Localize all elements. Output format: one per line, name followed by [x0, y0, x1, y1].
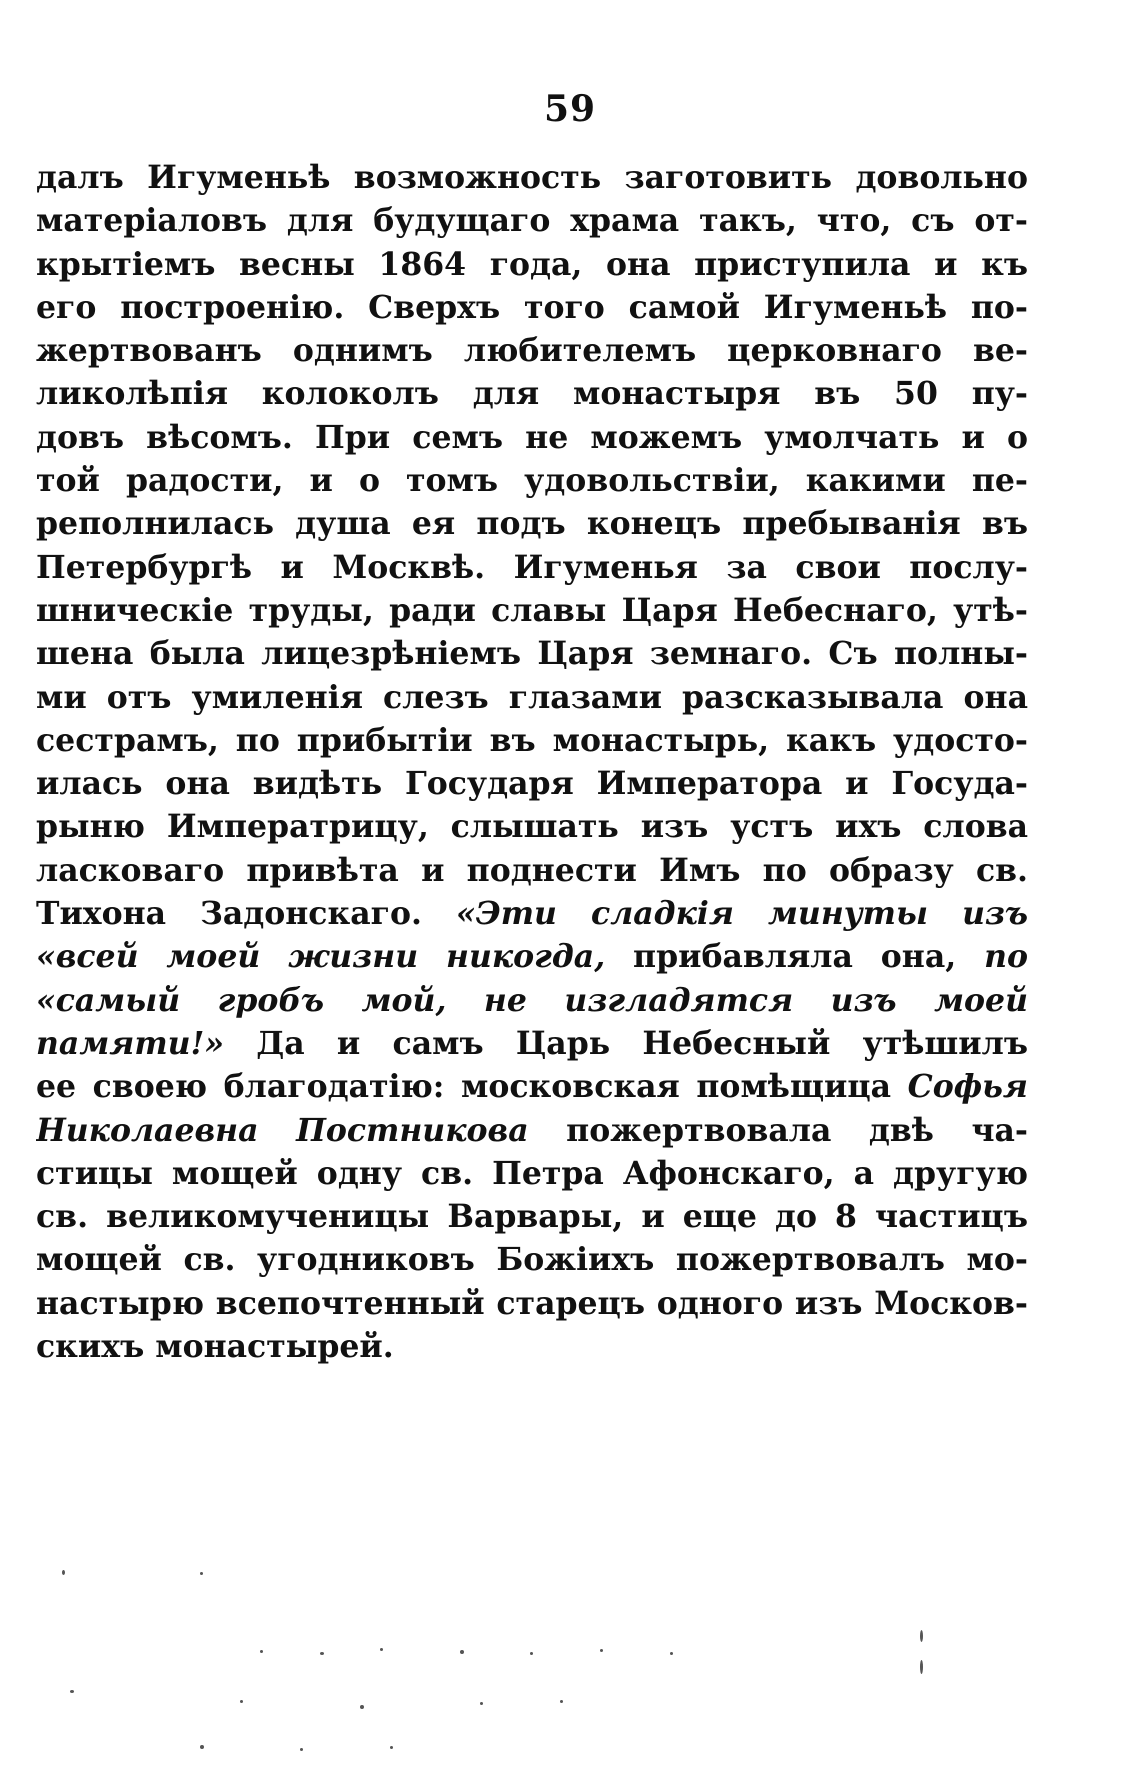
- text-line: [36, 719, 1028, 762]
- text-segment: сестрамъ, по прибытіи въ монастырь, какъ удосто-: [36, 721, 1028, 759]
- text-line: [36, 1195, 1028, 1238]
- text-line: [36, 416, 1028, 459]
- text-line: [36, 1238, 1028, 1281]
- text-line: [36, 979, 1028, 1022]
- text-segment: довъ вѣсомъ. При семъ не можемъ умолчать и о: [36, 418, 1028, 456]
- text-segment: рыню Императрицу, слышать изъ устъ ихъ слова: [36, 808, 1028, 846]
- italic-text-segment: Софья: [907, 1068, 1028, 1106]
- italic-text-segment: «Эти сладкія минуты изъ: [455, 895, 1028, 933]
- text-line: [36, 286, 1028, 329]
- text-segment: реполнилась душа ея подъ конецъ пребыванія въ: [36, 505, 1028, 543]
- text-segment: Петербургѣ и Москвѣ. Игуменья за свои послу-: [36, 548, 1028, 586]
- text-line: [36, 1152, 1028, 1195]
- text-segment: ласковаго привѣта и поднести Имъ по образу св.: [36, 851, 1028, 889]
- bleed-through-marks: [60, 1560, 1040, 1760]
- text-segment: прибавляла она,: [605, 938, 985, 976]
- text-line: [36, 199, 1028, 242]
- text-segment: мощей св. угодниковъ Божіихъ пожертвовалъ мо-: [36, 1241, 1028, 1279]
- text-segment: жертвованъ однимъ любителемъ церковнаго ве-: [36, 332, 1028, 370]
- text-line: [36, 1282, 1028, 1325]
- text-line: [36, 1325, 1028, 1368]
- italic-text-segment: «всей моей жизни никогда,: [36, 938, 606, 976]
- text-segment: крытіемъ весны 1864 года, она приступила и къ: [36, 245, 1028, 283]
- text-line: [36, 589, 1028, 632]
- italic-text-segment: памяти!»: [36, 1024, 225, 1062]
- text-line: [36, 156, 1028, 199]
- text-line: [36, 1022, 1028, 1065]
- italic-text-segment: «самый гробъ мой, не изгладятся изъ моей: [36, 981, 1028, 1019]
- text-line: [36, 502, 1028, 545]
- text-segment: той радости, и о томъ удовольствіи, какими пе-: [36, 462, 1028, 500]
- text-segment: далъ Игуменьѣ возможность заготовить довольно: [36, 159, 1028, 196]
- text-line: [36, 372, 1028, 415]
- text-segment: ее своею благодатію: московская помѣщица: [36, 1068, 908, 1106]
- text-segment: Тихона Задонскаго.: [36, 895, 456, 933]
- text-line: [36, 546, 1028, 589]
- text-line: [36, 892, 1028, 935]
- text-line: [36, 762, 1028, 805]
- text-line: [36, 935, 1028, 978]
- text-line: [36, 632, 1028, 675]
- italic-text-segment: Николаевна Постникова: [36, 1111, 529, 1149]
- text-segment: шническіе труды, ради славы Царя Небеснаго, утѣ-: [36, 591, 1028, 629]
- page-number: 59: [543, 88, 597, 130]
- text-segment: Да и самъ Царь Небесный утѣшилъ: [224, 1024, 1028, 1062]
- text-segment: скихъ монастырей.: [36, 1328, 394, 1366]
- text-line: [36, 805, 1028, 848]
- text-line: [36, 1109, 1028, 1152]
- text-segment: стицы мощей одну св. Петра Афонскаго, а другую: [36, 1154, 1028, 1192]
- text-segment: ми отъ умиленія слезъ глазами разсказывала она: [36, 678, 1028, 716]
- text-line: [36, 459, 1028, 502]
- text-segment: матеріаловъ для будущаго храма такъ, что, съ от-: [36, 202, 1028, 240]
- text-line: [36, 329, 1028, 372]
- text-line: [36, 676, 1028, 719]
- text-line: [36, 1065, 1028, 1108]
- text-line: [36, 243, 1028, 286]
- body-text: [36, 156, 1028, 1368]
- text-line: [36, 849, 1028, 892]
- text-segment: ликолѣпія колоколъ для монастыря въ 50 пу-: [36, 375, 1028, 413]
- text-segment: илась она видѣть Государя Императора и Госуда-: [36, 765, 1028, 803]
- text-segment: его построенію. Сверхъ того самой Игуменьѣ по-: [36, 288, 1028, 326]
- text-segment: шена была лицезрѣніемъ Царя земнаго. Съ полны-: [36, 635, 1028, 673]
- text-segment: пожертвовала двѣ ча-: [528, 1111, 1028, 1149]
- text-segment: св. великомученицы Варвары, и еще до 8 частицъ: [36, 1198, 1028, 1236]
- text-segment: настырю всепочтенный старецъ одного изъ Москов-: [36, 1284, 1028, 1322]
- italic-text-segment: по: [984, 938, 1028, 976]
